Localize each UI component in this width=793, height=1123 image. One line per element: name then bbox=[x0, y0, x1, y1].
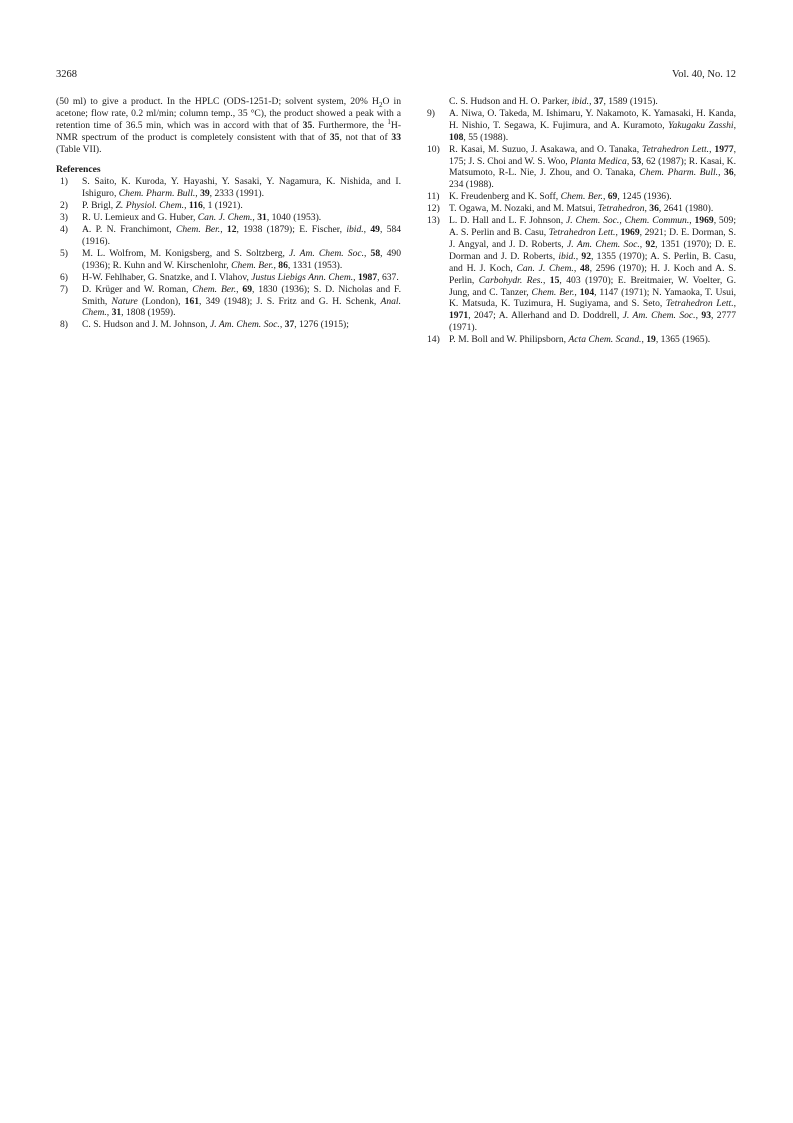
reference-text: A. Niwa, O. Takeda, M. Ishimaru, Y. Nakamoto, K. Yamasaki, H. Kanda, H. Nishio, T. Segawa, K. Fujimura, and A. Kuramoto, Yakugaku Zasshi, 108, 55 (1988). bbox=[449, 107, 736, 143]
reference-number: 3) bbox=[60, 212, 68, 224]
reference-text: A. P. N. Franchimont, Chem. Ber., 12, 1938 (1879); E. Fischer, ibid., 49, 584 (1916). bbox=[82, 224, 402, 247]
reference-number: 1) bbox=[60, 176, 68, 188]
reference-text: K. Freudenberg and K. Soff, Chem. Ber., 69, 1245 (1936). bbox=[449, 191, 672, 203]
reference-item bbox=[56, 224, 401, 248]
reference-number: 11) bbox=[427, 191, 440, 203]
reference-item bbox=[56, 319, 401, 331]
reference-item bbox=[423, 144, 736, 192]
volume-issue: Vol. 40, No. 12 bbox=[672, 69, 736, 80]
reference-number: 6) bbox=[60, 271, 68, 283]
references-list-left bbox=[56, 176, 401, 331]
reference-text: M. L. Wolfrom, M. Konigsberg, and S. Soltzberg, J. Am. Chem. Soc., 58, 490 (1936); R. Kuhn and W. Kirschenlohr, Chem. Ber., 86, 1331 (1953). bbox=[82, 247, 402, 271]
left-column bbox=[56, 96, 401, 331]
reference-item bbox=[56, 200, 401, 212]
reference-number: 13) bbox=[427, 215, 440, 227]
reference-number: 5) bbox=[60, 247, 68, 259]
reference-text: T. Ogawa, M. Nozaki, and M. Matsui, Tetrahedron, 36, 2641 (1980). bbox=[449, 203, 714, 215]
reference-number: 14) bbox=[427, 334, 440, 346]
reference-item bbox=[423, 108, 736, 144]
reference-number: 10) bbox=[427, 143, 440, 155]
reference-number: 9) bbox=[427, 107, 435, 119]
reference-text: D. Krüger and W. Roman, Chem. Ber., 69, 1830 (1936); S. D. Nicholas and F. Smith, Nature (London), 161, 349 (1948); J. S. Fritz and G. H. Schenk, Anal. Chem., 31, 1808 (1959). bbox=[82, 283, 401, 319]
reference-item bbox=[56, 284, 401, 320]
reference-text: S. Saito, K. Kuroda, Y. Hayashi, Y. Sasaki, Y. Nagamura, K. Nishida, and I. Ishiguro, Chem. Pharm. Bull., 39, 2333 (1991). bbox=[82, 176, 401, 200]
reference-item bbox=[423, 215, 736, 334]
reference-text: R. U. Lemieux and G. Huber, Can. J. Chem., 31, 1040 (1953). bbox=[82, 212, 322, 224]
reference-item bbox=[56, 212, 401, 224]
body-paragraph: (50 ml) to give a product. In the HPLC (ODS-1251-D; solvent system, 20% $H_2O$ in acetone; flow rate, 0.2 ml/min; column temp., 35 °C), the product showed a peak with a retention time of 36.5 min, which was in accord with that of 35. Furthermore, the $^1$H-NMR spectrum of the product is completely consistent with that of 35, not that of 33 (Table VII). bbox=[56, 96, 402, 155]
reference-text: P. M. Boll and W. Philipsborn, Acta Chem. Scand., 19, 1365 (1965). bbox=[449, 334, 711, 346]
reference-number: 12) bbox=[427, 203, 440, 215]
reference-item bbox=[423, 203, 736, 215]
reference-number: 7) bbox=[60, 283, 68, 295]
references-heading: References bbox=[56, 163, 101, 175]
right-column bbox=[423, 96, 736, 346]
reference-item bbox=[423, 191, 736, 203]
references-list-right bbox=[423, 108, 736, 346]
reference-continuation: C. S. Hudson and H. O. Parker, ibid., 37, 1589 (1915). bbox=[449, 96, 658, 107]
reference-number: 4) bbox=[60, 224, 68, 236]
reference-text: R. Kasai, M. Suzuo, J. Asakawa, and O. Tanaka, Tetrahedron Lett., 1977, 175; J. S. Choi and W. S. Woo, Planta Medica, 53, 62 (1987); R. Kasai, K. Matsumoto, R-L. Nie, J. Zhou, and O. Tanaka, Chem. Pharm. Bull., 36, 234 (1988). bbox=[449, 143, 737, 191]
page-header bbox=[56, 69, 736, 83]
reference-text: P. Brigl, Z. Physiol. Chem., 116, 1 (1921). bbox=[82, 200, 243, 212]
reference-text: H-W. Fehlhaber, G. Snatzke, and I. Vlahov, Justus Liebigs Ann. Chem., 1987, 637. bbox=[82, 271, 399, 283]
reference-item bbox=[56, 248, 401, 272]
reference-number: 8) bbox=[60, 319, 68, 331]
reference-item bbox=[423, 334, 736, 346]
reference-item bbox=[56, 272, 401, 284]
reference-text: L. D. Hall and L. F. Johnson, J. Chem. Soc., Chem. Commun., 1969, 509; A. S. Perlin and B. Casu, Tetrahedron Lett., 1969, 2921; D. E. Dorman, S. J. Angyal, and J. D. Roberts, J. Am. Chem. Soc., 92, 1351 (1970); D. E. Dorman and J. D. Roberts, ibid., 92, 1355 (1970); A. S. Perlin, B. Casu, and H. J. Koch, Can. J. Chem., 48, 2596 (1970); H. J. Koch and A. S. Perlin, Carbohydr. Res., 15, 403 (1970); E. Breitmaier, W. Voelter, G. Jung, and C. Tanzer, Chem. Ber., 104, 1147 (1971); N. Yamaoka, T. Usui, K. Matsuda, K. Tuzimura, H. Sugiyama, and S. Seto, Tetrahedron Lett., 1971, 2047; A. Allerhand and D. Doddrell, J. Am. Chem. Soc., 93, 2777 (1971). bbox=[449, 215, 737, 334]
reference-item bbox=[56, 176, 401, 200]
reference-number: 2) bbox=[60, 200, 68, 212]
page-number: 3268 bbox=[56, 69, 77, 80]
reference-text: C. S. Hudson and J. M. Johnson, J. Am. Chem. Soc., 37, 1276 (1915); bbox=[82, 319, 349, 331]
